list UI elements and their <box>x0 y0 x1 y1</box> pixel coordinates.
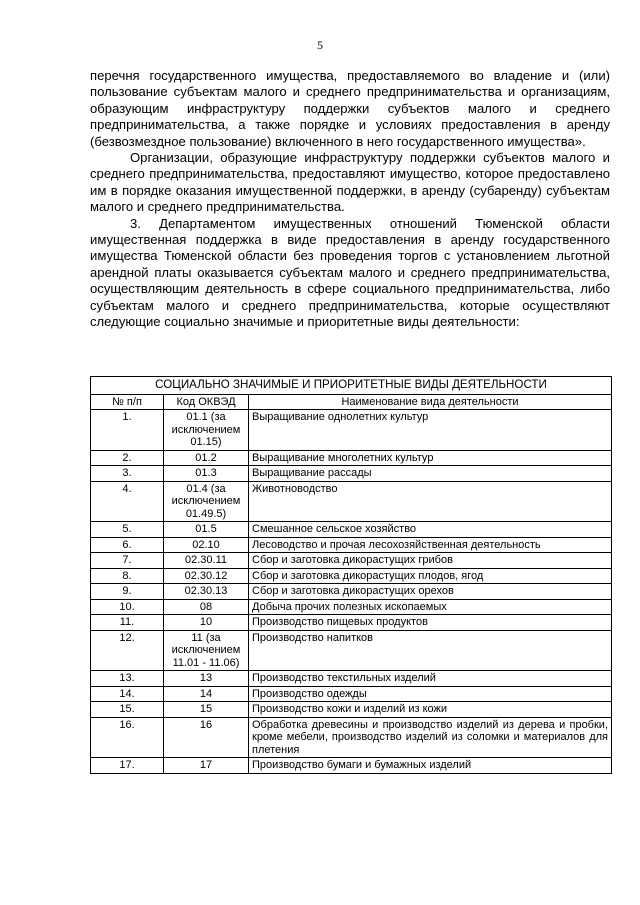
table-row <box>91 599 612 615</box>
activity-name-cell: Сбор и заготовка дикорастущих плодов, ягод <box>249 568 612 584</box>
table-row <box>91 450 612 466</box>
row-number-cell: 10. <box>91 599 164 615</box>
row-number-cell: 13. <box>91 671 164 687</box>
okved-code-cell: 01.2 <box>164 450 249 466</box>
table-row <box>91 630 612 671</box>
table-row <box>91 553 612 569</box>
okved-code-cell: 01.1 (за исключением 01.15) <box>164 410 249 451</box>
table-row <box>91 758 612 774</box>
table-row <box>91 481 612 522</box>
table-row <box>91 717 612 758</box>
table-row <box>91 671 612 687</box>
okved-code-cell: 02.30.12 <box>164 568 249 584</box>
row-number-cell: 8. <box>91 568 164 584</box>
table-body <box>91 410 612 774</box>
table-row <box>91 584 612 600</box>
okved-code-cell: 02.30.11 <box>164 553 249 569</box>
row-number-cell: 7. <box>91 553 164 569</box>
activity-name-cell: Производство пищевых продуктов <box>249 615 612 631</box>
table-row <box>91 522 612 538</box>
okved-code-cell: 01.3 <box>164 466 249 482</box>
row-number-cell: 1. <box>91 410 164 451</box>
row-number-cell: 12. <box>91 630 164 671</box>
okved-code-cell: 08 <box>164 599 249 615</box>
okved-code-cell: 14 <box>164 686 249 702</box>
okved-code-cell: 01.4 (за исключением 01.49.5) <box>164 481 249 522</box>
row-number-cell: 5. <box>91 522 164 538</box>
table-row <box>91 466 612 482</box>
row-number-cell: 14. <box>91 686 164 702</box>
column-header-number: № п/п <box>91 394 164 410</box>
table-row <box>91 702 612 718</box>
activity-name-cell: Выращивание рассады <box>249 466 612 482</box>
activity-name-cell: Производство одежды <box>249 686 612 702</box>
activity-name-cell: Смешанное сельское хозяйство <box>249 522 612 538</box>
table-row <box>91 410 612 451</box>
activity-name-cell: Добыча прочих полезных ископаемых <box>249 599 612 615</box>
activity-name-cell: Сбор и заготовка дикорастущих орехов <box>249 584 612 600</box>
column-header-name: Наименование вида деятельности <box>249 394 612 410</box>
body-text <box>90 68 610 331</box>
activity-name-cell: Выращивание многолетних культур <box>249 450 612 466</box>
okved-code-cell: 02.30.13 <box>164 584 249 600</box>
okved-code-cell: 13 <box>164 671 249 687</box>
row-number-cell: 16. <box>91 717 164 758</box>
activity-name-cell: Производство напитков <box>249 630 612 671</box>
activities-table <box>90 376 612 774</box>
row-number-cell: 9. <box>91 584 164 600</box>
activity-name-cell: Производство кожи и изделий из кожи <box>249 702 612 718</box>
paragraph: Организации, образующие инфраструктуру поддержки субъектов малого и среднего предпринимательства, предоставляют имущество, которое предоставлено им в порядке оказания имущественной поддержки, в аренду (субаренду) субъектам малого и среднего предпринимательства. <box>90 150 610 215</box>
table-row <box>91 686 612 702</box>
activity-name-cell: Сбор и заготовка дикорастущих грибов <box>249 553 612 569</box>
okved-code-cell: 10 <box>164 615 249 631</box>
okved-code-cell: 16 <box>164 717 249 758</box>
okved-code-cell: 17 <box>164 758 249 774</box>
row-number-cell: 11. <box>91 615 164 631</box>
paragraph: перечня государственного имущества, предоставляемого во владение и (или) пользование субъектам малого и среднего предпринимательства и организациям, образующим инфраструктуру поддержки субъектов малого и среднего предпринимательства, а также порядке и условиях предоставления в аренду (безвозмездное пользование) включенного в него государственного имущества». <box>90 68 610 149</box>
okved-code-cell: 11 (за исключением 11.01 - 11.06) <box>164 630 249 671</box>
row-number-cell: 3. <box>91 466 164 482</box>
activity-name-cell: Животноводство <box>249 481 612 522</box>
page-number: 5 <box>317 38 323 52</box>
row-number-cell: 2. <box>91 450 164 466</box>
activity-name-cell: Лесоводство и прочая лесохозяйственная деятельность <box>249 537 612 553</box>
activity-name-cell: Обработка древесины и производство изделий из дерева и пробки, кроме мебели, производство изделий из соломки и материалов для плетения <box>249 717 612 758</box>
row-number-cell: 15. <box>91 702 164 718</box>
paragraph: 3. Департаментом имущественных отношений Тюменской области имущественная поддержка в виде предоставления в аренду государственного имущества Тюменской области без проведения торгов с установлением льготной арендной платы оказывается субъектам малого и среднего предпринимательства, осуществляющим деятельность в сфере социального предпринимательства, либо субъектам малого и среднего предпринимательства, которые осуществляют следующие социально значимые и приоритетные виды деятельности: <box>90 215 610 330</box>
activity-name-cell: Производство текстильных изделий <box>249 671 612 687</box>
okved-code-cell: 15 <box>164 702 249 718</box>
table-row <box>91 568 612 584</box>
table-row <box>91 615 612 631</box>
okved-code-cell: 02.10 <box>164 537 249 553</box>
row-number-cell: 6. <box>91 537 164 553</box>
row-number-cell: 4. <box>91 481 164 522</box>
table-row <box>91 537 612 553</box>
activity-name-cell: Выращивание однолетних культур <box>249 410 612 451</box>
table-title: СОЦИАЛЬНО ЗНАЧИМЫЕ И ПРИОРИТЕТНЫЕ ВИДЫ ДЕЯТЕЛЬНОСТИ <box>91 377 612 395</box>
activity-name-cell: Производство бумаги и бумажных изделий <box>249 758 612 774</box>
okved-code-cell: 01.5 <box>164 522 249 538</box>
row-number-cell: 17. <box>91 758 164 774</box>
column-header-code: Код ОКВЭД <box>164 394 249 410</box>
